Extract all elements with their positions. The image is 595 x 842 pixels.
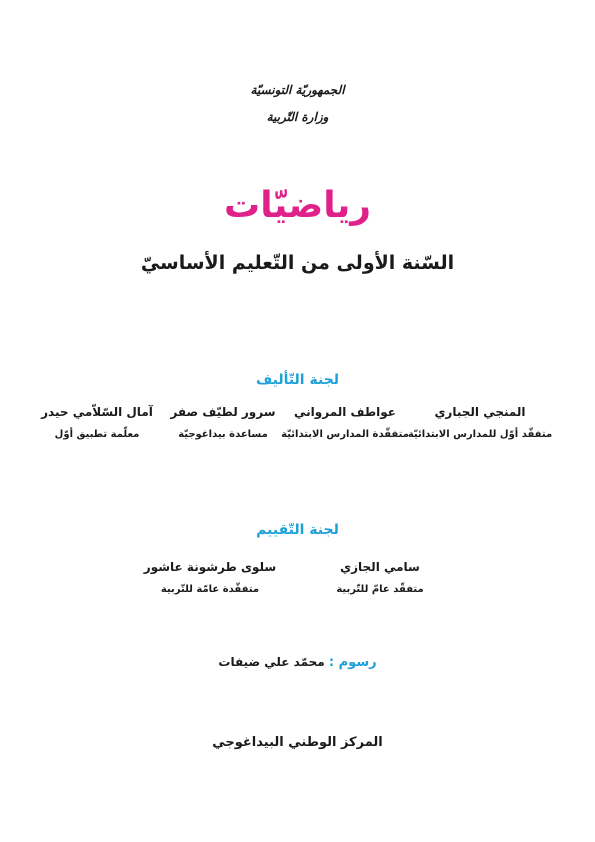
author-member xyxy=(405,405,555,440)
member-name: عواطف المرواني xyxy=(294,405,396,419)
subject-title: رياضيّات xyxy=(224,185,371,226)
illustrations-label: رسوم : xyxy=(328,655,377,670)
evaluator-member xyxy=(305,560,455,595)
republic-name: الجمهوريّة التونسيّة xyxy=(250,83,345,97)
author-member xyxy=(22,405,172,440)
member-role: متفقّدة المدارس الابتدائيّة xyxy=(281,429,409,440)
member-name: سرور لطيّف صفر xyxy=(170,405,276,419)
member-name: آمال السّلاّمي حيدر xyxy=(41,405,153,419)
authoring-committee-heading: لجنة التّأليف xyxy=(255,372,340,388)
illustrations-credit xyxy=(0,655,595,670)
ministry-name: وزارة التّربية xyxy=(266,110,329,124)
evaluator-member xyxy=(135,560,285,595)
publisher-name: المركز الوطني البيداغوجي xyxy=(212,735,383,750)
illustrator-name: محمّد علي ضيفات xyxy=(218,655,325,669)
member-role: متفقّدة عامّة للتّربية xyxy=(160,584,260,595)
evaluation-committee-heading: لجنة التّقييم xyxy=(256,522,339,538)
member-role: معلّمة تطبيق أوّل xyxy=(54,429,140,440)
grade-title: السّنة الأولى من التّعليم الأساسيّ xyxy=(140,252,455,274)
member-role: متفقّد عامّ للتّربية xyxy=(336,584,424,595)
member-name: سامي الجازي xyxy=(340,560,420,574)
member-role: مساعدة بيداغوجيّة xyxy=(178,429,268,440)
member-name: سلوى طرشونة عاشور xyxy=(143,560,277,574)
member-name: المنجي الجباري xyxy=(434,405,526,419)
member-role: متفقّد أوّل للمدارس الابتدائيّة xyxy=(407,429,553,440)
